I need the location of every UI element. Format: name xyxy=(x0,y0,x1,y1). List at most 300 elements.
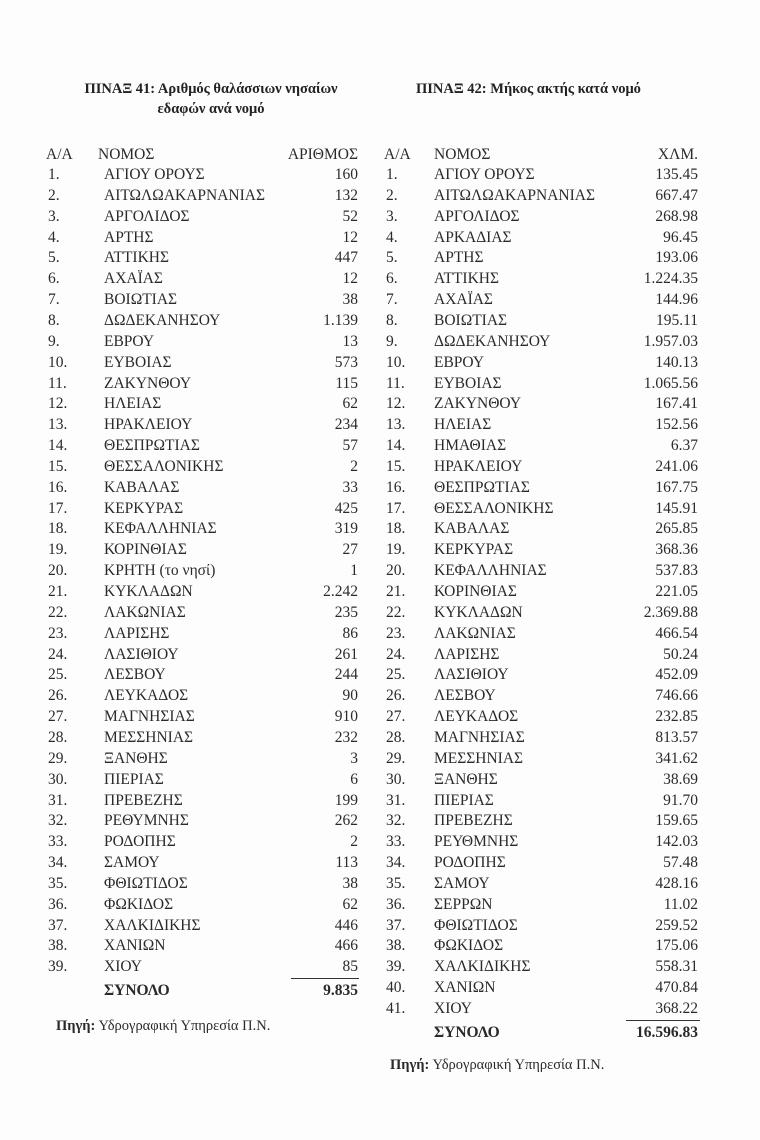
row-value: 428.16 xyxy=(655,874,698,892)
row-number: 38. xyxy=(48,937,68,955)
row-nomos: ΚΕΦΑΛΛΗΝΙΑΣ xyxy=(104,520,217,538)
row-value: 241.06 xyxy=(655,457,698,475)
table-row xyxy=(380,644,760,665)
row-value: 1.224.35 xyxy=(643,270,698,288)
row-number: 30. xyxy=(48,770,68,788)
row-number: 26. xyxy=(386,687,406,705)
table-row xyxy=(0,373,380,394)
row-value: 62 xyxy=(342,395,358,413)
row-value: 91.70 xyxy=(663,791,698,809)
table-row xyxy=(0,685,380,706)
table-row xyxy=(0,498,380,519)
table-row xyxy=(0,227,380,248)
row-number: 3. xyxy=(48,207,60,225)
row-value: 115 xyxy=(335,374,358,392)
row-value: 57 xyxy=(342,437,358,455)
table-row xyxy=(0,560,380,581)
row-value: 113 xyxy=(335,854,358,872)
row-value: 96.45 xyxy=(663,228,698,246)
row-nomos: ΠΡΕΒΕΖΗΣ xyxy=(104,791,183,809)
row-nomos: ΖΑΚΥΝΘΟΥ xyxy=(104,374,192,392)
row-value: 11.02 xyxy=(663,895,698,913)
table-row xyxy=(380,435,760,456)
header-value: ΑΡΙΘΜΟΣ xyxy=(287,146,358,163)
row-number: 12. xyxy=(48,395,68,413)
row-number: 11. xyxy=(386,374,405,392)
table-row xyxy=(0,393,380,414)
row-nomos: ΚΟΡΙΝΘΙΑΣ xyxy=(104,541,187,559)
row-number: 30. xyxy=(386,770,406,788)
table-title: ΠΙΝΑΞ 42: Μήκος ακτής κατά νομό xyxy=(416,81,641,97)
row-nomos: ΒΟΙΩΤΙΑΣ xyxy=(434,311,508,329)
row-value: 145.91 xyxy=(655,499,698,517)
row-nomos: ΚΕΦΑΛΛΗΝΙΑΣ xyxy=(434,562,547,580)
row-nomos: ΔΩΔΕΚΑΝΗΣΟΥ xyxy=(434,332,551,350)
table-row xyxy=(380,247,760,268)
table-row xyxy=(0,331,380,352)
row-number: 31. xyxy=(386,791,406,809)
row-nomos: ΚΑΒΑΛΑΣ xyxy=(434,520,510,538)
row-nomos: ΛΑΡΙΣΗΣ xyxy=(434,645,500,663)
table-row xyxy=(380,393,760,414)
row-value: 746.66 xyxy=(655,687,698,705)
row-nomos: ΚΕΡΚΥΡΑΣ xyxy=(104,499,184,517)
header-name: ΝΟΜΟΣ xyxy=(98,146,155,163)
table-row xyxy=(380,998,760,1019)
table-row xyxy=(380,414,760,435)
row-nomos: ΡΟΔΟΠΗΣ xyxy=(104,833,176,851)
table-row xyxy=(0,414,380,435)
row-number: 25. xyxy=(48,666,68,684)
row-number: 35. xyxy=(386,874,406,892)
table-row xyxy=(380,373,760,394)
row-number: 8. xyxy=(386,311,398,329)
row-value: 234 xyxy=(334,416,358,434)
table-row xyxy=(380,560,760,581)
table-row xyxy=(380,581,760,602)
row-value: 142.03 xyxy=(655,833,698,851)
table-row xyxy=(0,644,380,665)
row-value: 221.05 xyxy=(655,583,698,600)
table-row xyxy=(0,852,380,873)
row-value: 244 xyxy=(334,666,358,684)
row-nomos: ΚΡΗΤΗ (το νησί) xyxy=(104,562,216,580)
row-number: 19. xyxy=(48,541,68,559)
row-value: 537.83 xyxy=(655,562,698,580)
row-number: 12. xyxy=(386,395,406,413)
row-number: 7. xyxy=(48,291,60,309)
row-number: 19. xyxy=(386,541,406,559)
row-value: 232 xyxy=(334,728,358,746)
row-nomos: ΑΙΤΩΛΩΑΚΑΡΝΑΝΙΑΣ xyxy=(434,186,595,204)
row-nomos: ΛΕΣΒΟΥ xyxy=(434,687,496,705)
row-nomos: ΑΡΤΗΣ xyxy=(434,249,484,267)
row-nomos: ΗΛΕΙΑΣ xyxy=(434,416,492,434)
row-value: 135.45 xyxy=(655,166,698,183)
row-nomos: ΛΑΚΩΝΙΑΣ xyxy=(434,624,516,642)
source-note xyxy=(390,1055,604,1075)
row-value: 319 xyxy=(334,520,358,538)
table-row xyxy=(380,518,760,539)
row-number: 25. xyxy=(386,666,406,684)
table-row xyxy=(0,831,380,852)
table-row xyxy=(380,852,760,873)
row-nomos: ΑΙΤΩΛΩΑΚΑΡΝΑΝΙΑΣ xyxy=(104,186,265,204)
row-value: 62 xyxy=(342,895,358,913)
row-number: 28. xyxy=(386,728,406,746)
row-nomos: ΖΑΚΥΝΘΟΥ xyxy=(434,395,522,413)
row-number: 10. xyxy=(386,353,406,371)
table-row xyxy=(380,331,760,352)
row-nomos: ΧΙΟΥ xyxy=(104,958,142,976)
row-number: 18. xyxy=(48,520,68,538)
row-nomos: ΚΑΒΑΛΑΣ xyxy=(104,478,180,496)
row-nomos: ΑΡΓΟΛΙΔΟΣ xyxy=(434,207,520,225)
row-nomos: ΗΜΑΘΙΑΣ xyxy=(434,437,507,455)
table-row xyxy=(380,206,760,227)
row-value: 160 xyxy=(334,166,358,183)
row-number: 33. xyxy=(386,833,406,851)
table-row xyxy=(0,748,380,769)
total-label: ΣΥΝΟΛΟ xyxy=(104,982,170,1000)
row-value: 86 xyxy=(342,624,358,642)
row-number: 6. xyxy=(386,270,398,288)
row-nomos: ΚΥΚΛΑΔΩΝ xyxy=(434,603,523,621)
row-value: 573 xyxy=(334,353,358,371)
row-number: 3. xyxy=(386,207,398,225)
row-number: 22. xyxy=(48,603,68,621)
row-number: 1. xyxy=(48,166,60,183)
table-row xyxy=(380,748,760,769)
row-nomos: ΘΕΣΣΑΛΟΝΙΚΗΣ xyxy=(104,457,224,475)
row-value: 199 xyxy=(334,791,358,809)
row-value: 140.13 xyxy=(655,353,698,371)
row-value: 193.06 xyxy=(655,249,698,267)
row-nomos: ΧΑΝΙΩΝ xyxy=(434,979,496,997)
row-number: 35. xyxy=(48,874,68,892)
header-name: ΝΟΜΟΣ xyxy=(434,146,491,163)
row-number: 26. xyxy=(48,687,68,705)
table-row xyxy=(380,915,760,936)
table-row xyxy=(0,539,380,560)
table-row xyxy=(0,352,380,373)
row-value: 167.41 xyxy=(655,395,698,413)
row-nomos: ΗΛΕΙΑΣ xyxy=(104,395,162,413)
source-note xyxy=(56,1016,270,1036)
row-value: 1.065.56 xyxy=(643,374,698,392)
source-text: Υδρογραφική Υπηρεσία Π.Ν. xyxy=(429,1057,605,1073)
row-number: 20. xyxy=(48,562,68,580)
table-row xyxy=(0,435,380,456)
total-label: ΣΥΝΟΛΟ xyxy=(434,1023,500,1041)
table-row xyxy=(0,289,380,310)
row-nomos: ΑΡΤΗΣ xyxy=(104,228,154,246)
row-nomos: ΛΕΥΚΑΔΟΣ xyxy=(104,687,189,705)
row-nomos: ΦΩΚΙΔΟΣ xyxy=(104,895,174,913)
header-aa: Α/Α xyxy=(46,146,73,163)
row-nomos: ΜΕΣΣΗΝΙΑΣ xyxy=(104,728,194,746)
row-number: 28. xyxy=(48,728,68,746)
table-row xyxy=(380,894,760,915)
row-nomos: ΑΡΓΟΛΙΔΟΣ xyxy=(104,207,190,225)
row-number: 10. xyxy=(48,353,68,371)
row-nomos: ΡΕΘΥΜΝΗΣ xyxy=(104,812,189,830)
table-row xyxy=(0,206,380,227)
table-row xyxy=(380,539,760,560)
table-title: ΠΙΝΑΞ 41: Αριθμός θαλάσσιων νησαίων εδαφών ανά νομό xyxy=(84,81,338,117)
row-number: 32. xyxy=(386,812,406,830)
row-number: 5. xyxy=(48,249,60,267)
row-number: 24. xyxy=(386,645,406,663)
row-value: 144.96 xyxy=(655,291,698,309)
table-row xyxy=(380,935,760,956)
row-value: 50.24 xyxy=(663,645,698,663)
row-value: 447 xyxy=(334,249,358,267)
row-value: 167.75 xyxy=(655,478,698,496)
table-row xyxy=(0,915,380,936)
row-number: 21. xyxy=(48,583,68,600)
row-nomos: ΑΤΤΙΚΗΣ xyxy=(434,270,499,288)
row-value: 2 xyxy=(350,457,358,475)
row-nomos: ΚΟΡΙΝΘΙΑΣ xyxy=(434,583,517,600)
table-row xyxy=(0,873,380,894)
row-nomos: ΘΕΣΠΡΩΤΙΑΣ xyxy=(104,437,200,455)
row-value: 2.369.88 xyxy=(643,603,698,621)
row-nomos: ΞΑΝΘΗΣ xyxy=(434,770,498,788)
table-row xyxy=(0,956,380,977)
row-number: 16. xyxy=(386,478,406,496)
row-number: 4. xyxy=(48,228,60,246)
row-number: 15. xyxy=(48,457,68,475)
table-row xyxy=(0,727,380,748)
row-number: 38. xyxy=(386,937,406,955)
row-number: 32. xyxy=(48,812,68,830)
row-value: 470.84 xyxy=(655,979,698,997)
row-number: 36. xyxy=(48,895,68,913)
row-number: 11. xyxy=(48,374,67,392)
row-value: 667.47 xyxy=(655,186,698,204)
row-nomos: ΛΑΣΙΘΙΟΥ xyxy=(104,645,179,663)
row-nomos: ΠΡΕΒΕΖΗΣ xyxy=(434,812,513,830)
row-number: 24. xyxy=(48,645,68,663)
row-number: 9. xyxy=(48,332,60,350)
row-value: 446 xyxy=(334,916,358,934)
row-nomos: ΘΕΣΣΑΛΟΝΙΚΗΣ xyxy=(434,499,554,517)
table-row xyxy=(380,227,760,248)
row-nomos: ΡΟΔΟΠΗΣ xyxy=(434,854,506,872)
row-nomos: ΧΑΝΙΩΝ xyxy=(104,937,166,955)
row-value: 12 xyxy=(342,228,358,246)
row-value: 558.31 xyxy=(655,958,698,976)
total-rule xyxy=(626,1020,700,1021)
source-label: Πηγή: xyxy=(390,1057,430,1073)
table-row xyxy=(380,164,760,185)
row-number: 39. xyxy=(48,958,68,976)
row-nomos: ΠΙΕΡΙΑΣ xyxy=(434,791,494,809)
row-number: 13. xyxy=(48,416,68,434)
row-nomos: ΔΩΔΕΚΑΝΗΣΟΥ xyxy=(104,311,221,329)
row-nomos: ΧΑΛΚΙΔΙΚΗΣ xyxy=(434,958,531,976)
row-nomos: ΕΒΡΟΥ xyxy=(434,353,485,371)
row-value: 235 xyxy=(334,603,358,621)
table-header xyxy=(0,144,380,165)
row-number: 2. xyxy=(386,186,398,204)
table-row xyxy=(380,727,760,748)
row-number: 29. xyxy=(48,749,68,767)
row-number: 7. xyxy=(386,291,398,309)
table-header xyxy=(380,144,760,165)
row-number: 21. xyxy=(386,583,406,600)
table-row xyxy=(380,706,760,727)
row-nomos: ΑΡΚΑΔΙΑΣ xyxy=(434,228,512,246)
row-value: 425 xyxy=(334,499,358,517)
header-value: ΧΛΜ. xyxy=(657,146,698,163)
table-row xyxy=(0,602,380,623)
table-row xyxy=(0,310,380,331)
table-row xyxy=(380,664,760,685)
row-number: 8. xyxy=(48,311,60,329)
row-value: 1 xyxy=(350,562,358,580)
row-value: 1.957.03 xyxy=(643,332,698,350)
row-value: 90 xyxy=(342,687,358,705)
table-row xyxy=(380,810,760,831)
table-row xyxy=(0,810,380,831)
row-value: 175.06 xyxy=(655,937,698,955)
row-nomos: ΞΑΝΘΗΣ xyxy=(104,749,168,767)
row-number: 34. xyxy=(386,854,406,872)
table-row xyxy=(380,268,760,289)
row-number: 22. xyxy=(386,603,406,621)
table-row xyxy=(380,977,760,998)
row-value: 1.139 xyxy=(323,311,358,329)
table-row xyxy=(0,456,380,477)
row-nomos: ΜΑΓΝΗΣΙΑΣ xyxy=(434,728,525,746)
row-number: 41. xyxy=(386,1000,406,1017)
row-nomos: ΕΥΒΟΙΑΣ xyxy=(434,374,502,392)
row-number: 1. xyxy=(386,166,398,183)
table-row xyxy=(380,456,760,477)
row-number: 37. xyxy=(48,916,68,934)
table-row xyxy=(380,623,760,644)
total-value: 16.596.83 xyxy=(636,1023,698,1041)
table-row xyxy=(0,518,380,539)
row-value: 368.36 xyxy=(655,541,698,559)
row-number: 17. xyxy=(386,499,406,517)
row-nomos: ΛΑΣΙΘΙΟΥ xyxy=(434,666,509,684)
row-number: 40. xyxy=(386,979,406,997)
row-value: 910 xyxy=(334,708,358,726)
row-nomos: ΠΙΕΡΙΑΣ xyxy=(104,770,164,788)
row-number: 39. xyxy=(386,958,406,976)
row-nomos: ΜΕΣΣΗΝΙΑΣ xyxy=(434,749,524,767)
row-nomos: ΣΑΜΟΥ xyxy=(434,874,490,892)
table-row xyxy=(0,769,380,790)
table-row xyxy=(380,185,760,206)
row-nomos: ΒΟΙΩΤΙΑΣ xyxy=(104,291,178,309)
row-value: 268.98 xyxy=(655,207,698,225)
row-nomos: ΧΙΟΥ xyxy=(434,1000,472,1017)
table-row xyxy=(380,352,760,373)
row-value: 159.65 xyxy=(655,812,698,830)
row-value: 27 xyxy=(342,541,358,559)
row-value: 12 xyxy=(342,270,358,288)
row-number: 33. xyxy=(48,833,68,851)
total-rule xyxy=(291,978,359,979)
row-value: 152.56 xyxy=(655,416,698,434)
row-number: 34. xyxy=(48,854,68,872)
table-row xyxy=(0,581,380,602)
row-number: 27. xyxy=(386,708,406,726)
table-row xyxy=(0,477,380,498)
table-row xyxy=(380,685,760,706)
row-value: 259.52 xyxy=(655,916,698,934)
table-row xyxy=(0,164,380,185)
row-number: 13. xyxy=(386,416,406,434)
row-value: 466.54 xyxy=(655,624,698,642)
row-nomos: ΜΑΓΝΗΣΙΑΣ xyxy=(104,708,195,726)
total-row xyxy=(0,980,380,1001)
table-row xyxy=(380,790,760,811)
row-nomos: ΛΑΡΙΣΗΣ xyxy=(104,624,170,642)
table-row xyxy=(380,310,760,331)
row-number: 14. xyxy=(386,437,406,455)
row-nomos: ΦΩΚΙΔΟΣ xyxy=(434,937,504,955)
row-value: 368.22 xyxy=(655,1000,698,1017)
row-nomos: ΕΥΒΟΙΑΣ xyxy=(104,353,172,371)
table-row xyxy=(380,769,760,790)
table-row xyxy=(380,602,760,623)
table-row xyxy=(380,477,760,498)
table-row xyxy=(0,790,380,811)
row-value: 6 xyxy=(350,770,358,788)
row-nomos: ΚΕΡΚΥΡΑΣ xyxy=(434,541,514,559)
row-number: 6. xyxy=(48,270,60,288)
row-nomos: ΣΕΡΡΩΝ xyxy=(434,895,493,913)
row-value: 265.85 xyxy=(655,520,698,538)
row-number: 18. xyxy=(386,520,406,538)
row-nomos: ΑΓΙΟΥ ΟΡΟΥΣ xyxy=(104,166,205,183)
row-value: 38 xyxy=(342,874,358,892)
row-value: 38 xyxy=(342,291,358,309)
row-value: 466 xyxy=(334,937,358,955)
row-nomos: ΛΕΥΚΑΔΟΣ xyxy=(434,708,519,726)
row-number: 31. xyxy=(48,791,68,809)
row-nomos: ΦΘΙΩΤΙΔΟΣ xyxy=(434,916,518,934)
table-row xyxy=(380,498,760,519)
row-number: 15. xyxy=(386,457,406,475)
row-nomos: ΦΘΙΩΤΙΔΟΣ xyxy=(104,874,188,892)
row-value: 132 xyxy=(334,186,358,204)
row-value: 195.11 xyxy=(655,311,698,329)
row-nomos: ΘΕΣΠΡΩΤΙΑΣ xyxy=(434,478,530,496)
row-number: 17. xyxy=(48,499,68,517)
table-row xyxy=(0,185,380,206)
row-number: 27. xyxy=(48,708,68,726)
table-row xyxy=(0,247,380,268)
row-value: 452.09 xyxy=(655,666,698,684)
table-row xyxy=(0,706,380,727)
row-number: 16. xyxy=(48,478,68,496)
table-row xyxy=(380,873,760,894)
row-nomos: ΕΒΡΟΥ xyxy=(104,332,155,350)
row-nomos: ΑΓΙΟΥ ΟΡΟΥΣ xyxy=(434,166,535,183)
row-nomos: ΑΧΑΪΑΣ xyxy=(104,270,163,288)
source-text: Υδρογραφική Υπηρεσία Π.Ν. xyxy=(95,1018,271,1034)
row-number: 36. xyxy=(386,895,406,913)
row-number: 9. xyxy=(386,332,398,350)
row-value: 232.85 xyxy=(655,708,698,726)
row-number: 4. xyxy=(386,228,398,246)
